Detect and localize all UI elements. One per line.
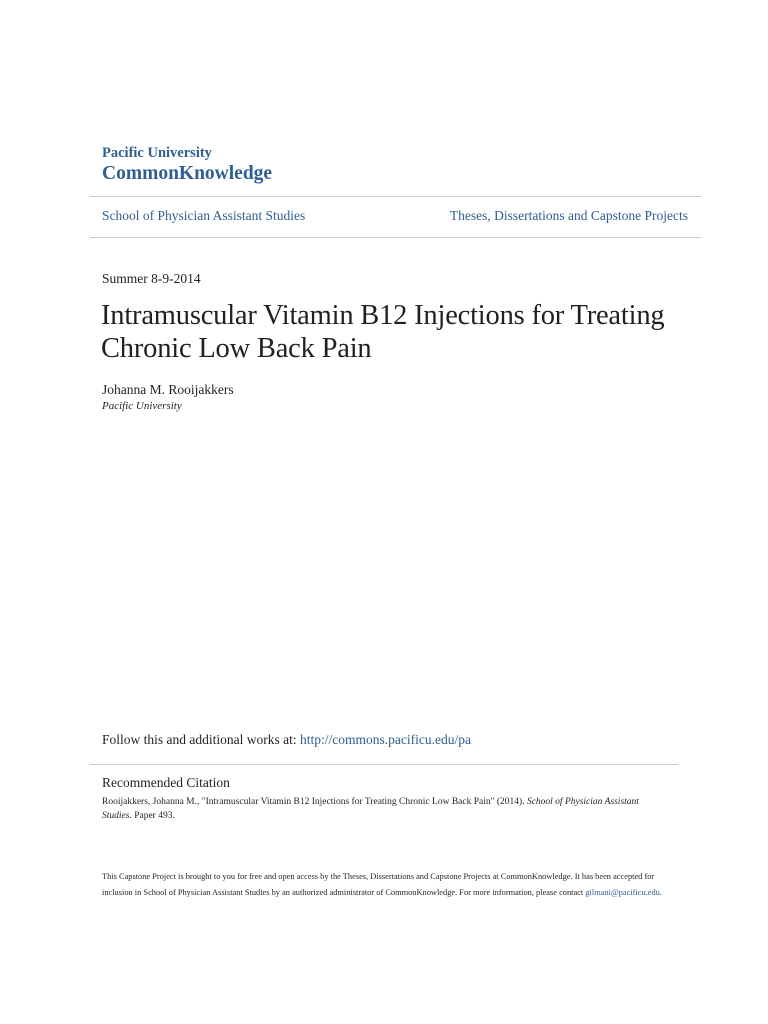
publication-date: Summer 8-9-2014 [102, 271, 201, 286]
author-affiliation: Pacific University [102, 400, 182, 412]
follow-line [102, 731, 471, 749]
access-notice [102, 869, 662, 900]
citation-text [102, 795, 662, 823]
department-link[interactable]: School of Physician Assistant Studies [102, 208, 306, 223]
divider-top [90, 196, 701, 197]
university-name: Pacific University [102, 145, 212, 161]
repository-brand[interactable] [102, 145, 272, 185]
notice-end: . [659, 887, 662, 897]
citation-heading: Recommended Citation [102, 775, 230, 790]
paper-title: Intramuscular Vitamin B12 Injections for Treating Chronic Low Back Pain [101, 300, 665, 364]
citation-paper: Paper 493. [134, 811, 175, 821]
collection-url-link[interactable]: http://commons.pacificu.edu/pa [300, 732, 471, 747]
follow-label: Follow this and additional works at: [102, 732, 297, 747]
citation-series: School of Physician Assistant Studies. [102, 797, 639, 821]
author-name: Johanna M. Rooijakkers [102, 382, 234, 397]
divider-header [90, 237, 701, 238]
notice-text: This Capstone Project is brought to you for free and open access by the Theses, Dissertations and Capstone Projects at CommonKnowledge. It has been accepted for inclusion in School of Physician Assistant Studies by an authorized administrator of CommonKnowledge. For more information, please contact [102, 872, 655, 897]
divider-citation [90, 764, 678, 765]
contact-email-link[interactable]: gilmani@pacificu.edu [585, 887, 660, 897]
collection-link[interactable]: Theses, Dissertations and Capstone Projects [449, 208, 688, 223]
repository-name: CommonKnowledge [102, 163, 273, 184]
citation-main: Rooijakkers, Johanna M., "Intramuscular Vitamin B12 Injections for Treating Chronic Low Back Pain" (2014). [102, 797, 525, 807]
